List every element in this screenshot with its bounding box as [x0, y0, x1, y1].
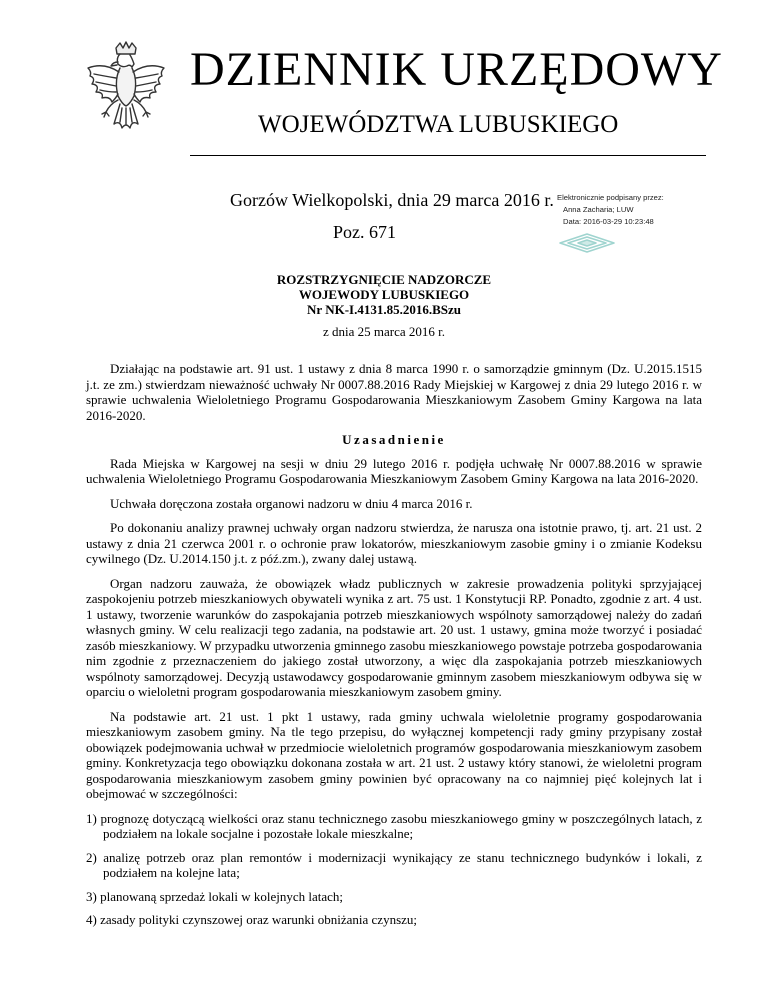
list-item: 2) analizę potrzeb oraz plan remontów i modernizacji wynikający ze stanu technicznego budynków i lokali, z podziałem na kolejne lata; — [86, 849, 702, 880]
masthead-divider — [190, 155, 706, 156]
polish-eagle-emblem-icon — [80, 40, 172, 140]
paragraph-1: Rada Miejska w Kargowej na sesji w dniu 29 lutego 2016 r. podjęła uchwałę Nr 0007.88.2016 w sprawie uchwalenia Wieloletniego Programu Gospodarowania Mieszkaniowym Zasobem Gminy Kargowa na lata 2016-2020. — [86, 455, 702, 486]
journal-title: DZIENNIK URZĘDOWY — [190, 43, 723, 96]
signature-label: Elektronicznie podpisany przez: — [557, 193, 664, 202]
signature-date: Data: 2016-03-29 10:23:48 — [563, 217, 654, 226]
decision-title-line-1: ROZSTRZYGNIĘCIE NADZORCZE — [276, 272, 492, 287]
paragraph-5: Na podstawie art. 21 ust. 1 pkt 1 ustawy, rada gminy uchwala wieloletnie programy gospodarowania mieszkaniowym zasobem gminy. Na tle tego przepisu, do wyłącznej kompetencji rady gminy przypisany został obowiązek podejmowania uchwał w przedmiocie wieloletnich programów gospodarowania mieszkaniowym zasobem gminy. Konkretyzacja tego obowiązku dokonana została w art. 21 ust. 2 ustawy który stanowi, że wieloletni program gospodarowania mieszkaniowym zasobem gminy powinien być opracowany na co najmniej pięć kolejnych lat i obejmować w szczególności: — [86, 708, 702, 801]
requirements-list — [86, 811, 702, 928]
decision-title — [0, 272, 768, 317]
journal-subtitle: WOJEWÓDZTWA LUBUSKIEGO — [258, 111, 619, 138]
electronic-signature-block — [557, 192, 737, 228]
signature-check-mark-icon — [558, 232, 616, 254]
decision-title-line-2: WOJEWODY LUBUSKIEGO — [298, 287, 470, 302]
list-item: 1) prognozę dotyczącą wielkości oraz stanu technicznego zasobu mieszkaniowego gminy w poszczególnych latach, z podziałem na lokale socjalne i pozostałe lokale mieszkalne; — [86, 810, 702, 841]
decision-date: z dnia 25 marca 2016 r. — [322, 324, 445, 339]
paragraph-2: Uchwała doręczona została organowi nadzoru w dniu 4 marca 2016 r. — [110, 495, 473, 511]
signature-signer: Anna Zacharia; LUW — [563, 205, 634, 214]
justification-heading: Uzasadnienie — [342, 432, 446, 447]
paragraph-3: Po dokonaniu analizy prawnej uchwały organ nadzoru stwierdza, że narusza ona istotnie prawo, tj. art. 21 ust. 2 ustawy z dnia 21 czerwca 2001 r. o ochronie praw lokatorów, mieszkaniowym zasobie gminy i o zmianie Kodeksu cywilnego (Dz. U.2014.150 j.t. z póź.zm.), zwany dalej ustawą. — [86, 520, 702, 566]
list-item: 4) zasady polityki czynszowej oraz warunki obniżania czynszu; — [86, 912, 418, 927]
decision-number: Nr NK-I.4131.85.2016.BSzu — [307, 302, 461, 317]
document-body — [86, 361, 702, 936]
list-item: 3) planowaną sprzedaż lokali w kolejnych latach; — [86, 888, 344, 904]
place-and-date: Gorzów Wielkopolski, dnia 29 marca 2016 r. — [230, 190, 554, 210]
intro-paragraph: Działając na podstawie art. 91 ust. 1 ustawy z dnia 8 marca 1990 r. o samorządzie gminnym (Dz. U.2015.1515 j.t. ze zm.) stwierdzam nieważność uchwały Nr 0007.88.2016 Rady Miejskiej w Kargowej z dnia 29 lutego 2016 r. w sprawie uchwalenia Wieloletniego Programu Gospodarowania Mieszkaniowym Zasobem Gminy Kargowa na lata 2016-2020. — [86, 361, 702, 423]
position-number: Poz. 671 — [333, 222, 396, 242]
paragraph-4: Organ nadzoru zauważa, że obowiązek władz publicznych w zakresie prowadzenia polityki sprzyjającej zaspokojeniu potrzeb mieszkaniowych obywateli wynika z art. 75 ust. 1 Konstytucji RP. Ponadto, zgodnie z art. 4 ust. 1 ustawy, tworzenie warunków do zaspokajania potrzeb mieszkaniowych wspólnoty samorządowej należy do zadań własnych gminy. W celu realizacji tego zadania, na podstawie art. 20 ust. 1 ustawy, gmina może tworzyć i posiadać zasób mieszkaniowy. W przypadku utworzenia gminnego zasobu mieszkaniowego powstaje potrzeba gospodarowania nim zgodnie z przeznaczeniem do jakiego został utworzony, a więc dla zaspokajania potrzeb mieszkaniowych wspólnoty samorządowej. Decyzją ustawodawcy gospodarowanie gminnym zasobem mieszkaniowym odbywa się w oparciu o wieloletni program gospodarowania mieszkaniowym zasobem gminy. — [86, 575, 702, 699]
